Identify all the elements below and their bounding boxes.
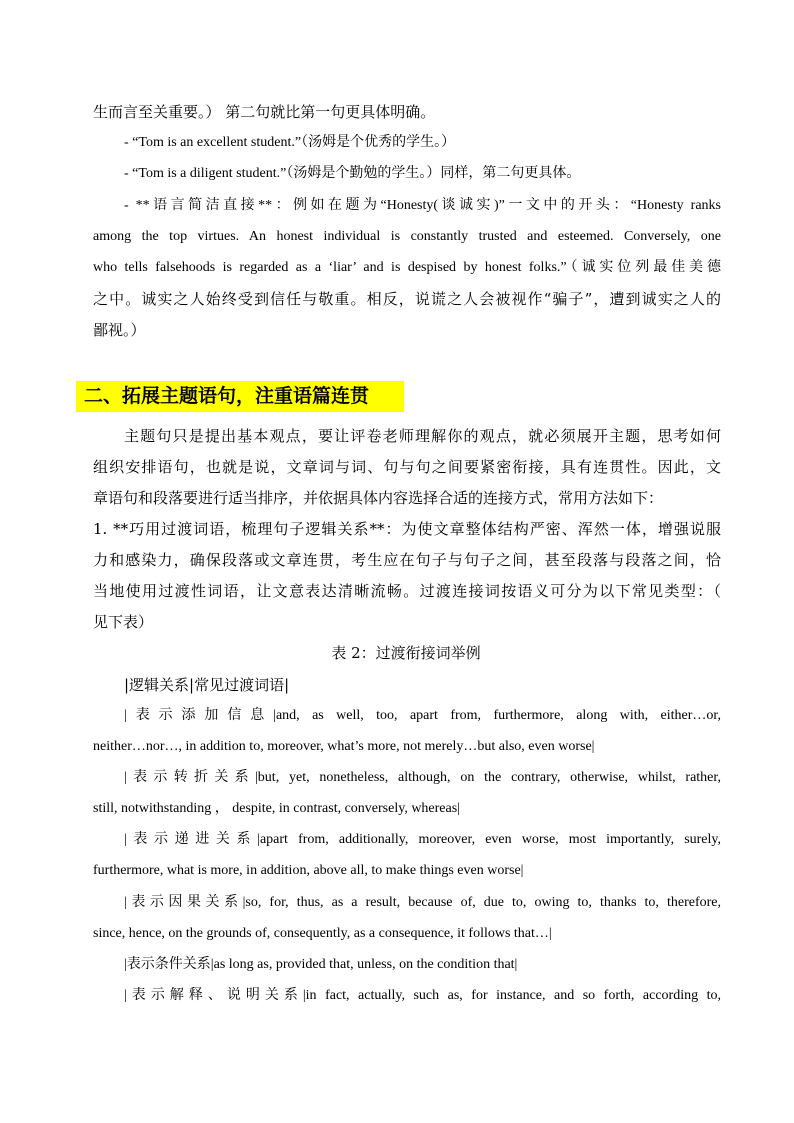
list-item-line: 1. **巧用过渡词语，梳理句子逻辑关系**：为使文章整体结构严密、浑然一体，增强说服 (93, 520, 721, 538)
table-row-line: |表示解释、说明关系|in fact, actually, such as, for instance, and so forth, according to, (124, 988, 721, 1003)
section-heading: 二、拓展主题语句，注重语篇连贯 (76, 381, 404, 412)
list-item-line: 力和感染力，确保段落或文章连贯，考生应在句子与句子之间，甚至段落与段落之间，恰 (93, 551, 721, 569)
paragraph-line: 章语句和段落要进行适当排序，并依据具体内容选择合适的连接方式，常用方法如下： (93, 489, 664, 507)
list-item-line: 见下表） (93, 613, 154, 631)
point-line: who tells falsehoods is regarded as a ‘liar’ and is despised by honest folks.”（诚实位列最佳美德 (93, 260, 721, 275)
table-caption: 表 2：过渡衔接词举例 (331, 644, 481, 662)
list-item-line: 当地使用过渡性词语，让文意表达清晰流畅。过渡连接词按语义可分为以下常见类型：（ (93, 582, 721, 600)
table-row-line: |表示递进关系|apart from, additionally, moreover, even worse, most importantly, surely, (124, 832, 721, 847)
paragraph-line: 组织安排语句，也就是说，文章词与词、句与句之间要紧密衔接，具有连贯性。因此，文 (93, 458, 721, 476)
table-row-line: since, hence, on the grounds of, consequently, as a consequence, it follows that…| (93, 926, 552, 941)
table-row-line: |表示添加信息|and, as well, too, apart from, furthermore, along with, either…or, (124, 708, 721, 723)
paragraph-line: 主题句只是提出基本观点，要让评卷老师理解你的观点，就必须展开主题，思考如何 (124, 427, 721, 445)
point-line: 鄙视。） (93, 321, 146, 339)
intro-line: 生而言至关重要。） 第二句就比第一句更具体明确。 (93, 103, 436, 121)
point-line: - **语言简洁直接**：例如在题为“Honesty(谈诚实)”一文中的开头：“Honesty ranks (124, 198, 721, 213)
point-line: 之中。诚实之人始终受到信任与敬重。相反，说谎之人会被视作“骗子”，遭到诚实之人的 (93, 290, 721, 308)
table-row-line: |表示条件关系|as long as, provided that, unless, on the condition that| (124, 957, 518, 972)
table-row-line: |表示转折关系|but, yet, nonetheless, although, on the contrary, otherwise, whilst, rather, (124, 770, 721, 785)
table-row-line: still, notwithstanding ， despite, in contrast, conversely, whereas| (93, 801, 460, 816)
example-line: - “Tom is an excellent student.”（汤姆是个优秀的学生。） (124, 135, 456, 150)
point-line: among the top virtues. An honest individual is constantly trusted and esteemed. Conversely, one (93, 229, 721, 244)
table-row-line: neither…nor…, in addition to, moreover, what’s more, not merely…but also, even worse| (93, 739, 595, 754)
table-row-line: furthermore, what is more, in addition, above all, to make things even worse| (93, 863, 524, 878)
table-row-line: |表示因果关系|so, for, thus, as a result, because of, due to, owing to, thanks to, therefore, (124, 895, 721, 910)
table-header: |逻辑关系|常见过渡词语| (124, 676, 290, 694)
example-line: - “Tom is a diligent student.”（汤姆是个勤勉的学生。）同样，第二句更具体。 (124, 166, 581, 181)
